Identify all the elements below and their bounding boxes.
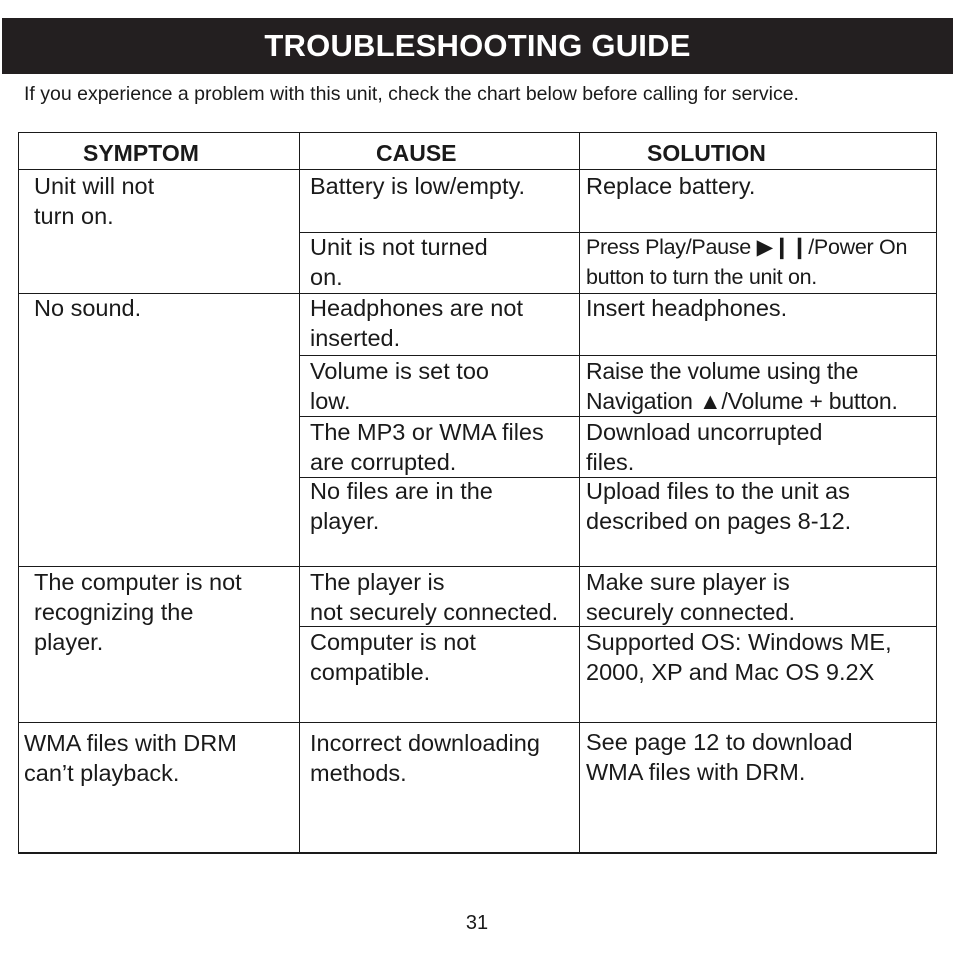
solution-cell: Make sure player is securely connected. bbox=[586, 569, 796, 625]
table-border-right bbox=[936, 132, 937, 854]
solution-cell: Upload files to the unit as described on pages 8-12. bbox=[586, 478, 852, 534]
cause-cell: The MP3 or WMA files are corrupted. bbox=[310, 419, 544, 475]
cause-cell: The player is not securely connected. bbox=[310, 569, 559, 625]
solution-cell: Insert headphones. bbox=[586, 295, 788, 321]
symptom-cell: No sound. bbox=[34, 295, 142, 321]
intro-text: If you experience a problem with this unit, check the chart below before calling for service. bbox=[24, 83, 799, 105]
row-divider bbox=[18, 169, 937, 170]
symptom-cell: The computer is not recognizing the player. bbox=[34, 569, 242, 655]
table-border-bottom bbox=[18, 852, 937, 854]
cause-cell: No files are in the player. bbox=[310, 478, 493, 534]
cause-cell: Battery is low/empty. bbox=[310, 173, 526, 199]
symptom-cell: WMA files with DRM can’t playback. bbox=[24, 730, 237, 786]
solution-cell: See page 12 to download WMA files with DRM. bbox=[586, 729, 853, 785]
header-symptom: SYMPTOM bbox=[83, 140, 199, 166]
cause-cell: Computer is not compatible. bbox=[310, 629, 476, 685]
row-divider bbox=[18, 722, 937, 723]
solution-cell: Press Play/Pause ▶❙❙/Power On button to turn the unit on. bbox=[586, 235, 908, 289]
cause-cell: Unit is not turned on. bbox=[310, 234, 488, 290]
header-cause: CAUSE bbox=[376, 140, 457, 166]
solution-cell: Replace battery. bbox=[586, 173, 756, 199]
solution-cell: Supported OS: Windows ME, 2000, XP and Mac OS 9.2X bbox=[586, 629, 892, 685]
symptom-cell: Unit will not turn on. bbox=[34, 173, 155, 229]
column-divider bbox=[299, 132, 300, 854]
page-number: 31 bbox=[465, 912, 489, 934]
solution-cell: Raise the volume using the Navigation ▲/Volume + button. bbox=[586, 358, 898, 414]
column-divider bbox=[579, 132, 580, 854]
table-border-top bbox=[18, 132, 937, 133]
page-title-banner bbox=[2, 18, 953, 74]
table-border-left bbox=[18, 132, 19, 854]
cause-cell: Incorrect downloading methods. bbox=[310, 730, 540, 786]
cause-cell: Headphones are not inserted. bbox=[310, 295, 523, 351]
header-solution: SOLUTION bbox=[647, 140, 766, 166]
page-title: TROUBLESHOOTING GUIDE bbox=[264, 28, 691, 63]
cause-cell: Volume is set too low. bbox=[310, 358, 489, 414]
solution-cell: Download uncorrupted files. bbox=[586, 419, 823, 475]
